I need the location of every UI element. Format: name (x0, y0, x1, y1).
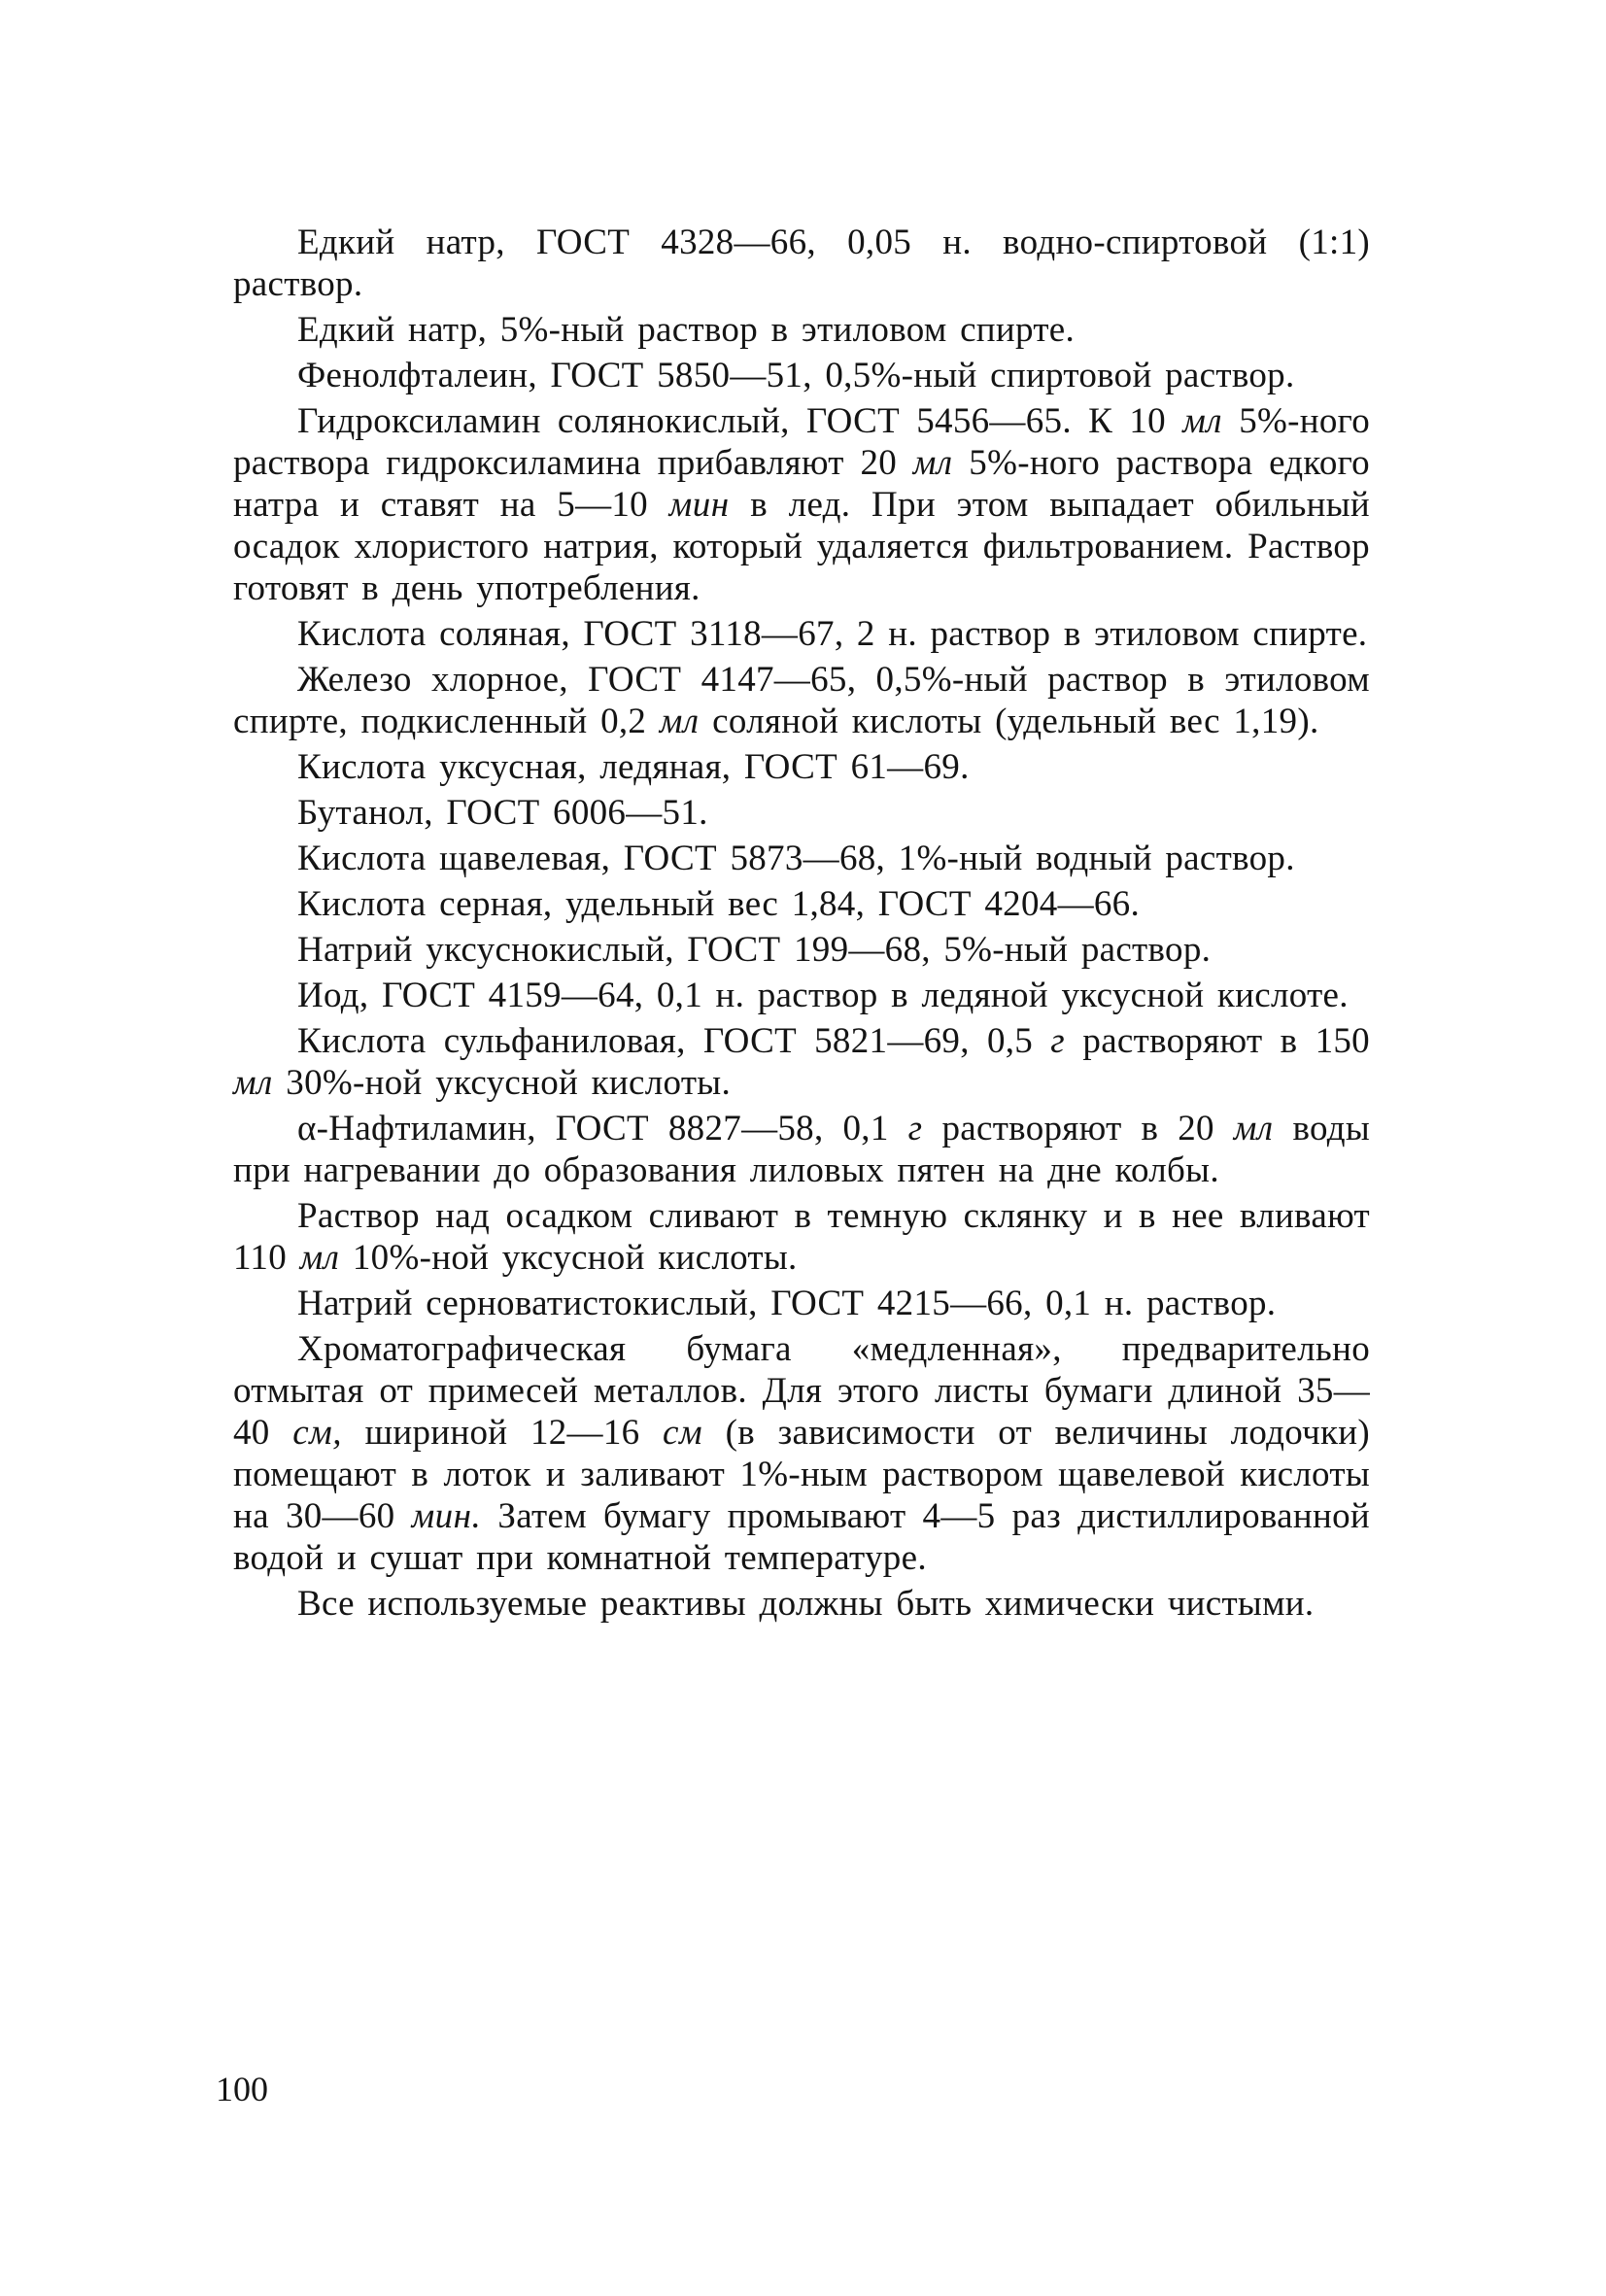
paragraph (233, 792, 1370, 834)
text-run: Гидроксиламин солянокислый, ГОСТ 5456—65. К 10 (297, 401, 1183, 441)
unit-italic: мин. (411, 1496, 482, 1536)
paragraph (233, 222, 1370, 305)
paragraph (233, 613, 1370, 655)
paragraph (233, 975, 1370, 1016)
paragraph (233, 1583, 1370, 1625)
unit-italic: мл (912, 443, 953, 483)
text-run: Едкий натр, ГОСТ 4328—66, 0,05 н. водно-спиртовой (1:1) раствор. (233, 223, 1370, 304)
unit-italic: см, (292, 1413, 342, 1453)
paragraph (233, 400, 1370, 609)
paragraph (233, 1020, 1370, 1104)
text-run: Хроматографическая бумага «медленная», предварительно отмытая от примесей металлов. Для этого листы бумаги длиной 35—40 (233, 1329, 1370, 1453)
text-run: Натрий серноватистокислый, ГОСТ 4215—66, 0,1 н. раствор. (297, 1284, 1277, 1323)
text-run: соляной кислоты (удельный вес 1,19). (699, 702, 1319, 741)
unit-italic: мл (1182, 401, 1222, 441)
paragraph (233, 883, 1370, 925)
text-run: в лед. При этом выпадает обильный осадок хлористого натрия, который удаляется фильтрованием. Раствор готовят в день употребления. (233, 485, 1370, 608)
paragraph (233, 929, 1370, 971)
text-run: растворяют в 150 (1065, 1021, 1370, 1061)
text-run: Иод, ГОСТ 4159—64, 0,1 н. раствор в ледяной уксусной кислоте. (297, 976, 1349, 1015)
text-run: воды при нагревании до образования лиловых пятен на дне колбы. (233, 1109, 1371, 1190)
text-run: Натрий уксуснокислый, ГОСТ 199—68, 5%-ный раствор. (297, 930, 1212, 970)
paragraph-list (233, 222, 1370, 1625)
text-run: 5%-ного раствора едкого натра и ставят на 5—10 (233, 443, 1370, 525)
paragraph (233, 659, 1370, 742)
unit-italic: г (1050, 1021, 1066, 1061)
text-run: шириной 12—16 (341, 1413, 664, 1453)
unit-italic: мл (233, 1063, 273, 1103)
text-run: Кислота сульфаниловая, ГОСТ 5821—69, 0,5 (297, 1021, 1051, 1061)
paragraph (233, 1108, 1370, 1191)
paragraph (233, 1283, 1370, 1324)
page-body (233, 222, 1370, 1628)
text-run: Едкий натр, 5%-ный раствор в этиловом спирте. (297, 310, 1076, 350)
text-run: Железо хлорное, ГОСТ 4147—65, 0,5%-ный раствор в этиловом спирте, подкисленный 0,2 (233, 660, 1370, 741)
text-run: 10%-ной уксусной кислоты. (339, 1238, 798, 1278)
text-run: Кислота соляная, ГОСТ 3118—67, 2 н. раствор в этиловом спирте. (297, 614, 1368, 654)
text-run: (в зависимости от величины лодочки) помещают в лоток и заливают 1%-ным раствором щавелевой кислоты на 30—60 (233, 1413, 1370, 1536)
text-run: Затем бумагу промывают 4—5 раз дистиллированной водой и сушат при комнатной температуре. (233, 1496, 1370, 1578)
text-run: Раствор над осадком сливают в темную склянку и в нее вливают 110 (233, 1196, 1370, 1278)
text-run: Кислота серная, удельный вес 1,84, ГОСТ 4204—66. (297, 884, 1141, 924)
unit-italic: см (663, 1413, 703, 1453)
text-run: α-Нафтиламин, ГОСТ 8827—58, 0,1 (297, 1109, 908, 1148)
text-run: Фенолфталеин, ГОСТ 5850—51, 0,5%-ный спиртовой раствор. (297, 356, 1295, 395)
text-run: растворяют в 20 (922, 1109, 1234, 1148)
unit-italic: мл (299, 1238, 340, 1278)
page-number: 100 (216, 2070, 268, 2108)
text-run: Кислота уксусная, ледяная, ГОСТ 61—69. (297, 747, 970, 787)
unit-italic: мл (659, 702, 700, 741)
unit-italic: г (907, 1109, 923, 1148)
paragraph (233, 1195, 1370, 1279)
text-run: Кислота щавелевая, ГОСТ 5873—68, 1%-ный водный раствор. (297, 839, 1295, 878)
text-run: 30%-ной уксусной кислоты. (272, 1063, 732, 1103)
text-run: Все используемые реактивы должны быть химически чистыми. (297, 1584, 1315, 1624)
paragraph (233, 746, 1370, 788)
paragraph (233, 838, 1370, 879)
paragraph (233, 355, 1370, 396)
paragraph (233, 1328, 1370, 1579)
text-run: Бутанол, ГОСТ 6006—51. (297, 793, 708, 833)
unit-italic: мин (668, 485, 730, 525)
paragraph (233, 309, 1370, 351)
unit-italic: мл (1233, 1109, 1274, 1148)
text-run: 5%-ного раствора гидроксиламина прибавляют 20 (233, 401, 1370, 483)
